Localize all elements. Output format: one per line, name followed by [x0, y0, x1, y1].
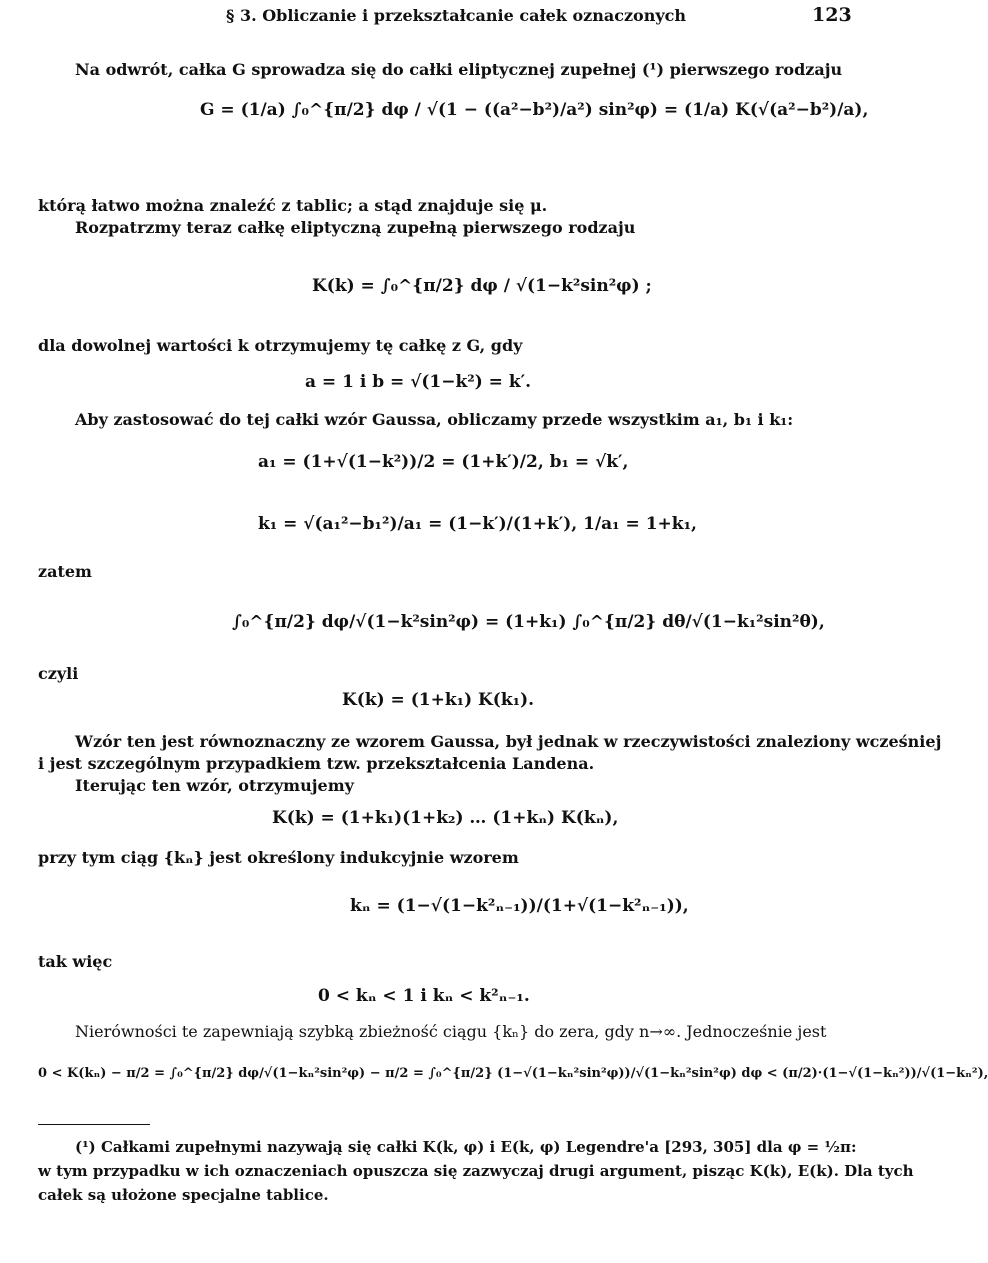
- footnote-line: całek są ułożone specjalne tablice.: [38, 1186, 329, 1204]
- paragraph-line: czyli: [38, 664, 79, 683]
- paragraph-line: Iterując ten wzór, otrzymujemy: [75, 776, 354, 795]
- paragraph-line: i jest szczególnym przypadkiem tzw. przekształcenia Landena.: [38, 754, 595, 773]
- running-header: § 3. Obliczanie i przekształcanie całek oznaczonych: [226, 6, 687, 25]
- equation-landen: K(k) = (1+k₁) K(k₁).: [342, 690, 535, 710]
- paragraph-line: zatem: [38, 562, 92, 581]
- paragraph-line: którą łatwo można znaleźć z tablic; a stąd znajduje się μ.: [38, 196, 548, 215]
- paragraph-line: przy tym ciąg {kₙ} jest określony indukcyjnie wzorem: [38, 848, 519, 867]
- paragraph-line: Nierówności te zapewniają szybką zbieżność ciągu {kₙ} do zera, gdy n→∞. Jednocześnie jest: [75, 1022, 827, 1041]
- paragraph-line: Aby zastosować do tej całki wzór Gaussa, obliczamy przede wszystkim a₁, b₁ i k₁:: [75, 410, 794, 429]
- footnote-line: w tym przypadku w ich oznaczeniach opuszcza się zazwyczaj drugi argument, pisząc K(k), E(k). Dla tych: [38, 1162, 914, 1180]
- equation-a1-b1: a₁ = (1+√(1−k²))/2 = (1+k′)/2, b₁ = √k′,: [258, 452, 629, 472]
- equation-iteration: K(k) = (1+k₁)(1+k₂) … (1+kₙ) K(kₙ),: [272, 808, 619, 828]
- paragraph-line: Na odwrót, całka G sprowadza się do całki eliptycznej zupełnej (¹) pierwszego rodzaju: [75, 60, 843, 79]
- page-number: 123: [812, 4, 852, 26]
- paragraph-line: Wzór ten jest równoznaczny ze wzorem Gaussa, był jednak w rzeczywistości znaleziony wcześniej: [75, 732, 942, 751]
- equation-inequality: 0 < kₙ < 1 i kₙ < k²ₙ₋₁.: [318, 986, 530, 1006]
- equation-a-b: a = 1 i b = √(1−k²) = k′.: [305, 372, 532, 392]
- paragraph-line: Rozpatrzmy teraz całkę eliptyczną zupełną pierwszego rodzaju: [75, 218, 636, 237]
- equation-kn: kₙ = (1−√(1−k²ₙ₋₁))/(1+√(1−k²ₙ₋₁)),: [350, 896, 689, 916]
- paragraph-line: dla dowolnej wartości k otrzymujemy tę całkę z G, gdy: [38, 336, 523, 355]
- equation-G: G = (1/a) ∫₀^{π/2} dφ / √(1 − ((a²−b²)/a²) sin²φ) = (1/a) K(√(a²−b²)/a),: [200, 100, 869, 120]
- footnote-line: (¹) Całkami zupełnymi nazywają się całki K(k, φ) i E(k, φ) Legendre'a [293, 305] dla φ = ½π:: [75, 1138, 857, 1156]
- footnote-rule: [38, 1124, 150, 1125]
- equation-estimate: 0 < K(kₙ) − π/2 = ∫₀^{π/2} dφ/√(1−kₙ²sin²φ) − π/2 = ∫₀^{π/2} (1−√(1−kₙ²sin²φ))/√(1−kₙ²sin²φ) dφ < (π/2)·(1−√(1−kₙ²))/√(1−kₙ²),: [38, 1066, 988, 1081]
- equation-integral-transform: ∫₀^{π/2} dφ/√(1−k²sin²φ) = (1+k₁) ∫₀^{π/2} dθ/√(1−k₁²sin²θ),: [232, 612, 825, 632]
- paragraph-line: tak więc: [38, 952, 113, 971]
- equation-K: K(k) = ∫₀^{π/2} dφ / √(1−k²sin²φ) ;: [312, 276, 652, 296]
- equation-k1: k₁ = √(a₁²−b₁²)/a₁ = (1−k′)/(1+k′), 1/a₁ = 1+k₁,: [258, 514, 697, 534]
